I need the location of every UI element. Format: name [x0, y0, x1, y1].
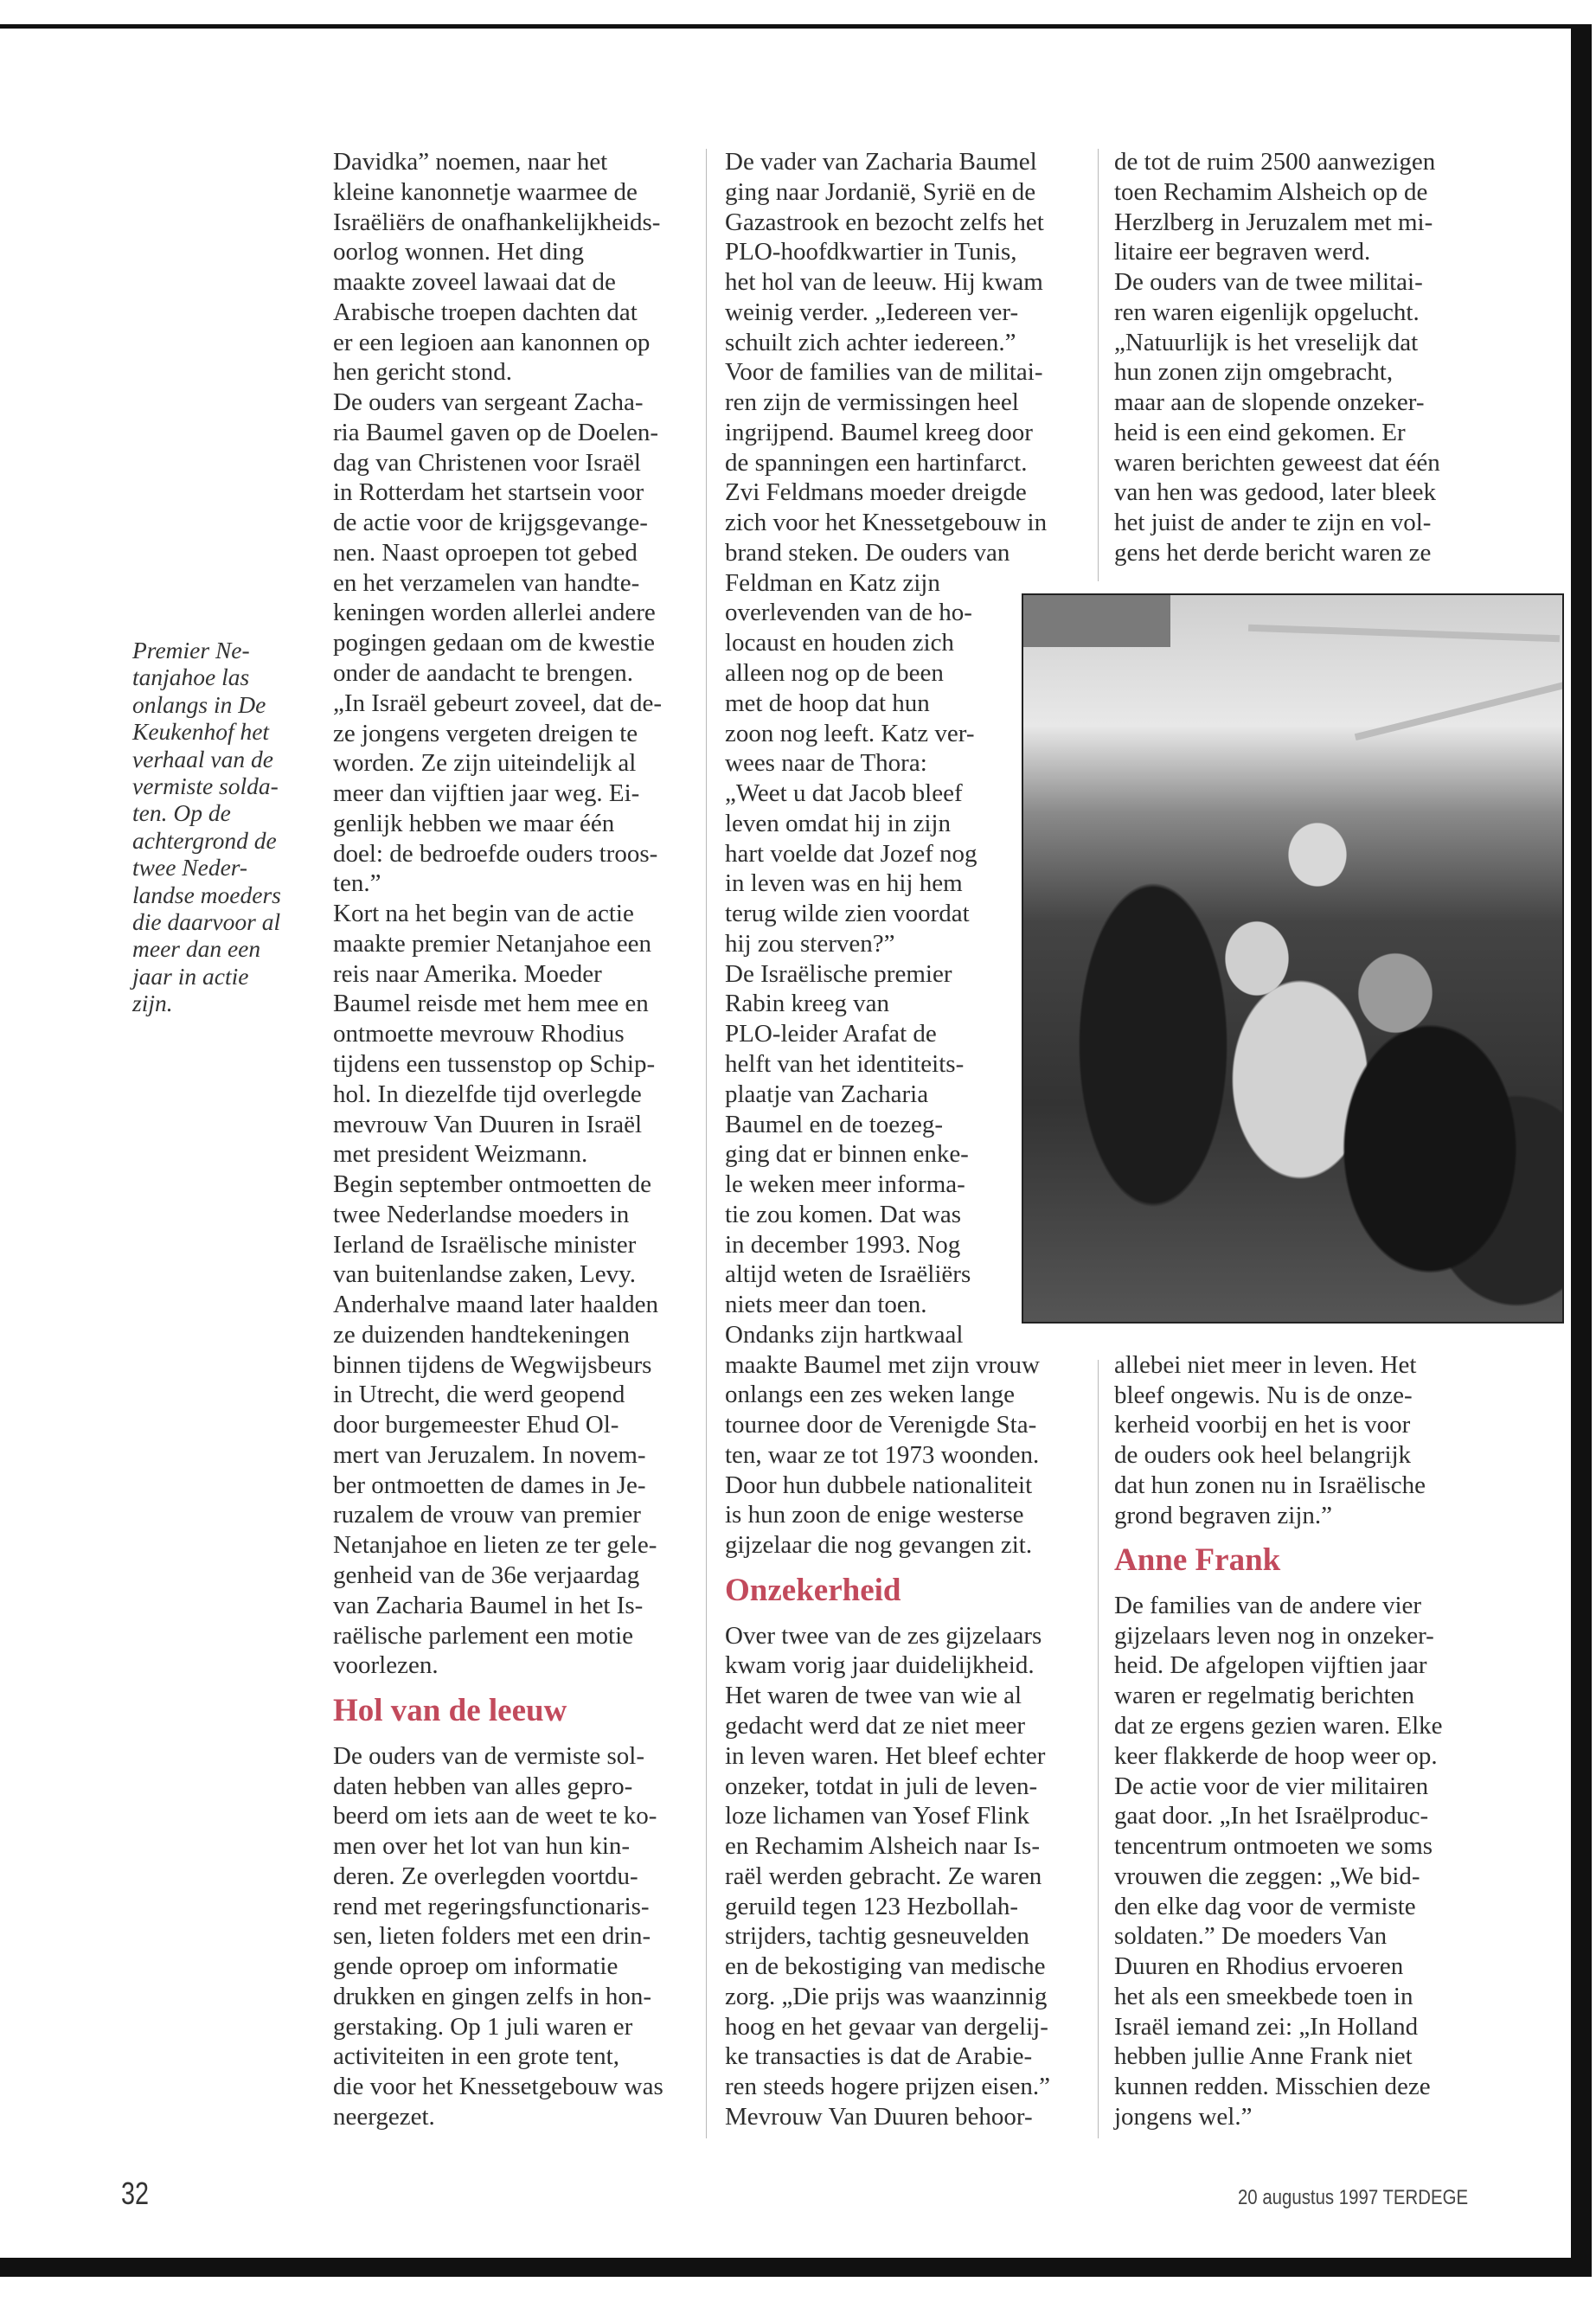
text-line: in leven waren. Het bleef echter [725, 1741, 1046, 1770]
text-line: ke transacties is dat de Arabie- [725, 2042, 1033, 2071]
text-line: Zvi Feldmans moeder dreigde [725, 478, 1027, 507]
text-line: het juist de ander te zijn en vol- [1114, 509, 1432, 537]
text-line: mevrouw Van Duuren in Israël [333, 1110, 643, 1138]
text-line: grond begraven zijn.” [1114, 1501, 1333, 1529]
text-line: meer dan een [132, 935, 261, 963]
text-line: PLO-leider Arafat de [725, 1020, 937, 1048]
text-line: mert van Jeruzalem. In novem- [333, 1440, 646, 1469]
text-line: kleine kanonnetje waarmee de [333, 177, 638, 206]
text-line: hart voelde dat Jozef nog [725, 839, 977, 868]
text-line: Baumel reisde met hem mee en [333, 990, 649, 1018]
text-line: zoon nog leeft. Katz ver- [725, 719, 975, 747]
text-line: in leven was en hij hem [725, 869, 963, 898]
text-line: Davidka” noemen, naar het [333, 148, 608, 176]
text-line: vrouwen die zeggen: „We bid- [1114, 1862, 1420, 1890]
text-line: Feldman en Katz zijn [725, 568, 940, 597]
text-line: allebei niet meer in leven. Het [1114, 1350, 1417, 1379]
text-line: is hun zoon de enige westerse [725, 1501, 1024, 1529]
text-line: Het waren de twee van wie al [725, 1682, 1022, 1710]
text-line: hij zou sterven?” [725, 929, 895, 958]
text-line: gaat door. „In het Israëlproduc- [1114, 1802, 1429, 1830]
text-line: ren zijn de vermissingen heel [725, 388, 1019, 417]
text-line: Duuren en Rhodius ervoeren [1114, 1952, 1404, 1981]
text-line: dag van Christenen voor Israël [333, 448, 641, 477]
text-line: Netanjahoe en lieten ze ter gele- [333, 1531, 657, 1560]
text-line: loze lichamen van Yosef Flink [725, 1802, 1029, 1830]
text-line: maakte Baumel met zijn vrouw [725, 1350, 1041, 1379]
text-line: ruzalem de vrouw van premier [333, 1501, 641, 1529]
text-line: De vader van Zacharia Baumel [725, 148, 1037, 176]
text-line: altijd weten de Israëliërs [725, 1260, 971, 1289]
column-divider [1098, 149, 1099, 581]
text-line: door burgemeester Ehud Ol- [333, 1411, 619, 1439]
text-line: geruild tegen 123 Hezbollah- [725, 1892, 1019, 1920]
text-line: Over twee van de zes gijzelaars [725, 1621, 1042, 1650]
text-line: genlijk hebben we maar één [333, 809, 615, 837]
text-line: gerstaking. Op 1 juli waren er [333, 2012, 633, 2041]
text-line: activiteiten in een grote tent, [333, 2042, 619, 2071]
text-line: „Weet u dat Jacob bleef [725, 779, 963, 808]
text-block [725, 147, 1047, 1561]
text-line: de ouders ook heel belangrijk [1114, 1441, 1412, 1470]
text-line: jaar in actie [132, 962, 249, 990]
text-line: ze jongens vergeten dreigen te [333, 719, 638, 747]
text-line: met president Weizmann. [333, 1140, 588, 1169]
text-line: en de bekostiging van medische [725, 1952, 1046, 1981]
text-block [132, 637, 281, 1016]
text-line: worden. Ze zijn uiteindelijk al [333, 749, 637, 778]
text-line: Ierland de Israëlische minister [333, 1230, 637, 1259]
text-line: locaust en houden zich [725, 629, 954, 657]
text-line: jongens wel.” [1114, 2102, 1253, 2131]
text-line: ren waren eigenlijk opgelucht. [1114, 298, 1420, 326]
text-line: voorlezen. [333, 1651, 439, 1680]
text-line: plaatje van Zacharia [725, 1080, 929, 1108]
text-line: het hol van de leeuw. Hij kwam [725, 268, 1043, 297]
text-line: en Rechamim Alsheich naar Is- [725, 1832, 1040, 1861]
text-line: neergezet. [333, 2102, 435, 2131]
text-line: zorg. „Die prijs was waanzinnig [725, 1982, 1048, 2010]
text-line: hebben jullie Anne Frank niet [1114, 2042, 1413, 2071]
text-line: er een legioen aan kanonnen op [333, 328, 651, 356]
text-line: gedacht werd dat ze niet meer [725, 1712, 1026, 1740]
text-line: weinig verder. „Iedereen ver- [725, 298, 1019, 326]
text-line: die voor het Knessetgebouw was [333, 2073, 663, 2101]
text-line: raël werden gebracht. Ze waren [725, 1862, 1042, 1890]
text-line: Herzlberg in Jeruzalem met mi- [1114, 208, 1433, 236]
text-line: hoog en het gevaar van dergelij- [725, 2012, 1048, 2041]
text-line: heid is een eind gekomen. Er [1114, 418, 1406, 446]
text-line: alleen nog op de been [725, 659, 944, 688]
text-line: de spanningen een hartinfarct. [725, 448, 1028, 477]
text-line: van Zacharia Baumel in het Is- [333, 1591, 644, 1619]
text-line: onder de aandacht te brengen. [333, 659, 634, 688]
text-line: Israël iemand zei: „In Holland [1114, 2012, 1419, 2041]
text-line: maakte zoveel lawaai dat de [333, 268, 616, 297]
text-line: PLO-hoofdkwartier in Tunis, [725, 238, 1017, 266]
text-line: sen, lieten folders met een drin- [333, 1922, 651, 1951]
text-line: meer dan vijftien jaar weg. Ei- [333, 779, 640, 808]
text-line: onlangs een zes weken lange [725, 1381, 1015, 1409]
text-line: ten. Op de [132, 799, 231, 827]
text-line: daten hebben van alles gepro- [333, 1772, 633, 1800]
text-line: schuilt zich achter iedereen.” [725, 328, 1016, 356]
text-line: Voor de families van de militai- [725, 358, 1043, 387]
text-line: hun zonen zijn omgebracht, [1114, 358, 1394, 387]
text-line: zijn. [132, 990, 173, 1017]
text-line: overlevenden van de ho- [725, 599, 972, 627]
text-line: leven omdat hij in zijn [725, 809, 951, 837]
text-line: vermiste solda- [132, 772, 279, 799]
text-line: kerheid voorbij en het is voor [1114, 1411, 1411, 1439]
text-line: strijders, tachtig gesneuvelden [725, 1922, 1029, 1951]
top-border [0, 24, 1592, 29]
text-block [333, 1741, 663, 2132]
text-line: dat ze ergens gezien waren. Elke [1114, 1712, 1443, 1740]
text-line: ten, waar ze tot 1973 woonden. [725, 1440, 1040, 1469]
column-divider [1098, 1360, 1099, 2138]
text-line: niets meer dan toen. [725, 1291, 927, 1319]
text-line: Mevrouw Van Duuren behoor- [725, 2102, 1033, 2131]
text-line: bleef ongewis. Nu is de onze- [1114, 1381, 1413, 1409]
text-line: en het verzamelen van handte- [333, 568, 640, 597]
issue-info: 20 augustus 1997 TERDEGE [1237, 2186, 1468, 2209]
text-line: ging dat er binnen enke- [725, 1140, 969, 1169]
news-photo [1022, 593, 1564, 1324]
text-line: ze duizenden handtekeningen [333, 1320, 631, 1349]
page-number: 32 [121, 2176, 150, 2211]
text-line: Israëliërs de onafhankelijkheids- [333, 208, 661, 236]
text-line: achtergrond de [132, 826, 277, 854]
text-line: litaire eer begraven werd. [1114, 238, 1371, 266]
text-line: ging naar Jordanië, Syrië en de [725, 177, 1036, 206]
text-line: landse moeders [132, 881, 281, 908]
text-line: Gazastrook en bezocht zelfs het [725, 208, 1044, 236]
text-line: men over het lot van hun kin- [333, 1832, 631, 1861]
text-line: ingrijpend. Baumel kreeg door [725, 418, 1033, 446]
text-line: toen Rechamim Alsheich op de [1114, 177, 1428, 206]
text-line: Ondanks zijn hartkwaal [725, 1320, 964, 1349]
text-line: verhaal van de [132, 745, 273, 772]
text-line: tournee door de Verenigde Sta- [725, 1411, 1037, 1439]
text-line: Begin september ontmoetten de [333, 1170, 652, 1199]
bottom-border [0, 2258, 1592, 2277]
section-heading: Hol van de leeuw [333, 1693, 567, 1729]
text-line: wees naar de Thora: [725, 749, 927, 778]
text-line: tijdens een tussenstop op Schip- [333, 1049, 656, 1078]
text-line: de tot de ruim 2500 aanwezigen [1114, 148, 1436, 176]
text-line: onlangs in De [132, 690, 266, 718]
text-line: ontmoette mevrouw Rhodius [333, 1020, 625, 1048]
text-line: nen. Naast oproepen tot gebed [333, 538, 638, 567]
text-line: kwam vorig jaar duidelijkheid. [725, 1651, 1035, 1680]
text-line: De ouders van de twee militai- [1114, 268, 1423, 297]
text-line: doel: de bedroefde ouders troos- [333, 839, 658, 868]
text-line: tanjahoe las [132, 663, 250, 691]
text-line: in december 1993. Nog [725, 1230, 961, 1259]
text-line: keningen worden allerlei andere [333, 599, 656, 627]
text-line: De families van de andere vier [1114, 1591, 1422, 1619]
text-line: maakte premier Netanjahoe een [333, 929, 651, 958]
text-line: twee Neder- [132, 854, 248, 881]
text-block [1114, 1591, 1443, 2132]
text-line: Anderhalve maand later haalden [333, 1291, 659, 1319]
text-line: ten.” [333, 869, 381, 898]
text-line: ber ontmoetten de dames in Je- [333, 1471, 646, 1499]
text-line: Premier Ne- [132, 637, 250, 663]
text-line: hen gericht stond. [333, 358, 512, 387]
section-heading: Anne Frank [1114, 1542, 1281, 1579]
text-line: Kort na het begin van de actie [333, 900, 634, 928]
text-line: onzeker, totdat in juli de leven- [725, 1772, 1038, 1800]
text-line: waren er regelmatig berichten [1114, 1682, 1415, 1710]
text-line: in Utrecht, die werd geopend [333, 1381, 625, 1409]
text-line: het als een smeekbede toen in [1114, 1982, 1413, 2010]
text-line: Rabin kreeg van [725, 990, 890, 1018]
text-line: waren berichten geweest dat één [1114, 448, 1440, 477]
text-line: De ouders van sergeant Zacha- [333, 388, 644, 417]
text-line: brand steken. De ouders van [725, 538, 1010, 567]
text-line: terug wilde zien voordat [725, 900, 970, 928]
text-line: gende oproep om informatie [333, 1952, 619, 1981]
text-line: „In Israël gebeurt zoveel, dat de- [333, 689, 663, 717]
photo-detail [1248, 625, 1560, 643]
text-line: heid. De afgelopen vijftien jaar [1114, 1651, 1427, 1680]
text-line: van hen was gedood, later bleek [1114, 478, 1437, 507]
text-line: genheid van de 36e verjaardag [333, 1561, 640, 1589]
text-block [1114, 147, 1440, 568]
text-line: pogingen gedaan om de kwestie [333, 629, 656, 657]
text-line: tencentrum ontmoeten we soms [1114, 1832, 1433, 1861]
text-line: gens het derde bericht waren ze [1114, 538, 1432, 567]
text-line: soldaten.” De moeders Van [1114, 1922, 1388, 1951]
text-block [1114, 1350, 1426, 1531]
text-line: met de hoop dat hun [725, 689, 930, 717]
text-line: beerd om iets aan de weet te ko- [333, 1802, 657, 1830]
text-line: „Natuurlijk is het vreselijk dat [1114, 328, 1419, 356]
text-line: gijzelaars leven nog in onzeker- [1114, 1621, 1434, 1650]
text-line: van buitenlandse zaken, Levy. [333, 1260, 637, 1289]
text-line: die daarvoor al [132, 907, 281, 935]
text-block [725, 1621, 1050, 2132]
text-line: twee Nederlandse moeders in [333, 1200, 630, 1228]
text-line: De Israëlische premier [725, 959, 952, 988]
text-line: De ouders van de vermiste sol- [333, 1741, 644, 1770]
text-line: in Rotterdam het startsein voor [333, 478, 644, 507]
section-heading: Onzekerheid [725, 1573, 901, 1609]
text-block [333, 147, 662, 1681]
text-line: ren steeds hogere prijzen eisen.” [725, 2073, 1051, 2101]
text-line: Baumel en de toezeg- [725, 1110, 944, 1138]
text-line: Door hun dubbele nationaliteit [725, 1471, 1033, 1499]
right-border [1571, 24, 1592, 2277]
text-line: helft van het identiteits- [725, 1049, 965, 1078]
text-line: den elke dag voor de vermiste [1114, 1892, 1416, 1920]
text-line: raëlische parlement een motie [333, 1621, 634, 1650]
text-line: hol. In diezelfde tijd overlegde [333, 1080, 642, 1108]
text-line: gijzelaar die nog gevangen zit. [725, 1531, 1033, 1560]
column-divider [706, 149, 707, 2138]
text-line: de actie voor de krijgsgevange- [333, 509, 648, 537]
text-line: oorlog wonnen. Het ding [333, 238, 584, 266]
text-line: drukken en gingen zelfs in hon- [333, 1982, 652, 2010]
text-line: Arabische troepen dachten dat [333, 298, 638, 326]
text-line: ria Baumel gaven op de Doelen- [333, 418, 659, 446]
text-line: tie zou komen. Dat was [725, 1200, 962, 1228]
text-line: maar aan de slopende onzeker- [1114, 388, 1425, 417]
text-line: binnen tijdens de Wegwijsbeurs [333, 1350, 652, 1379]
photo-detail [1355, 682, 1564, 740]
text-line: De actie voor de vier militairen [1114, 1772, 1429, 1800]
text-line: deren. Ze overlegden voortdu- [333, 1862, 638, 1890]
text-line: Keukenhof het [132, 718, 270, 746]
text-line: dat hun zonen nu in Israëlische [1114, 1471, 1426, 1499]
text-line: le weken meer informa- [725, 1170, 965, 1199]
text-line: reis naar Amerika. Moeder [333, 959, 602, 988]
text-line: rend met regeringsfunctionaris- [333, 1892, 650, 1920]
text-line: keer flakkerde de hoop weer op. [1114, 1741, 1438, 1770]
photo-detail [1023, 595, 1170, 647]
text-line: zich voor het Knessetgebouw in [725, 509, 1048, 537]
text-line: kunnen redden. Misschien deze [1114, 2073, 1431, 2101]
